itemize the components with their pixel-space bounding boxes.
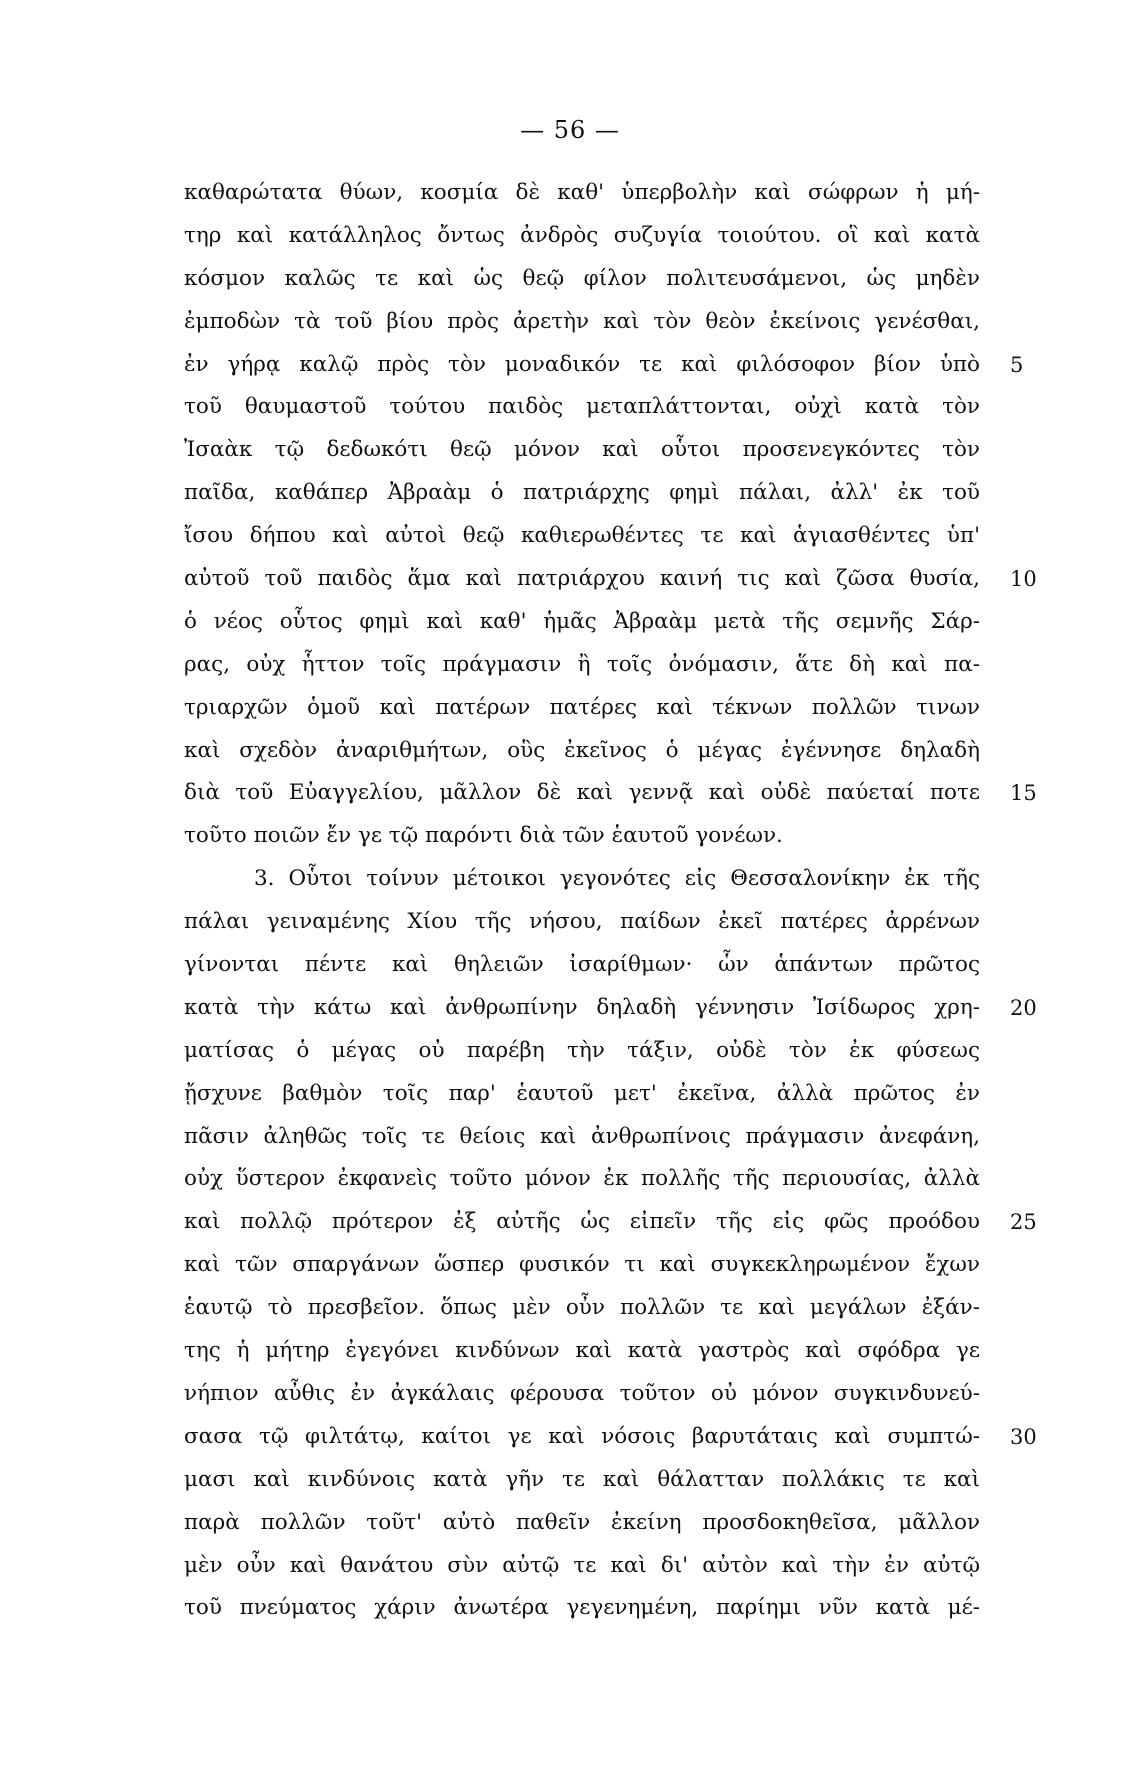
text-line [184,858,980,901]
line-text: τριαρχῶν ὁμοῦ καὶ πατέρων πατέρες καὶ τέκνων πολλῶν τινων [184,694,980,720]
line-text: καθαρώτατα θύων, κοσμία δὲ καθ' ὑπερβολὴν καὶ σώφρων ἡ μή- [184,180,980,205]
line-text: καὶ σχεδὸν ἀναριθμήτων, οὓς ἐκεῖνος ὁ μέγας ἐγέννησε δηλαδὴ [184,737,980,763]
line-text: κόσμον καλῶς τε καὶ ὡς θεῷ φίλον πολιτευσάμενοι, ὡς μηδὲν [184,265,980,291]
text-line [184,944,980,987]
text-line [184,730,980,773]
line-text: τηρ καὶ κατάλληλος ὄντως ἀνδρὸς συζυγία τοιούτου. οἳ καὶ κατὰ [184,222,980,248]
text-line [184,472,980,515]
text-line [184,772,1037,815]
line-text: ὁ νέος οὗτος φημὶ καὶ καθ' ἡμᾶς Ἀβραὰμ μετὰ τῆς σεμνῆς Σάρ- [184,608,980,634]
text-line [184,386,980,429]
line-text: 3. Οὗτοι τοίνυν μέτοικοι γεγονότες εἰς Θεσσαλονίκην ἐκ τῆς [254,866,980,892]
text-line [184,1073,980,1116]
text-line [184,1030,980,1073]
line-text: γίνονται πέντε καὶ θηλειῶν ἰσαρίθμων· ὧν ἁπάντων πρῶτος [184,952,980,978]
text-line [184,515,980,558]
text-line [184,1416,1037,1459]
line-text: της ἡ μήτηρ ἐγεγόνει κινδύνων καὶ κατὰ γαστρὸς καὶ σφόδρα γε [184,1338,980,1364]
text-line [184,429,980,472]
text-line [184,215,980,258]
line-text: Ἰσαὰκ τῷ δεδωκότι θεῷ μόνον καὶ οὗτοι προσενεγκόντες τὸν [184,437,980,463]
line-text: νήπιον αὖθις ἐν ἀγκάλαις φέρουσα τοῦτον οὐ μόνον συγκινδυνεύ- [184,1380,980,1406]
line-text: σασα τῷ φιλτάτῳ, καίτοι γε καὶ νόσοις βαρυτάταις καὶ συμπτώ- [184,1423,980,1449]
line-number: 10 [1010,567,1037,592]
text-line [184,1287,980,1330]
line-text: τοῦ πνεύματος χάριν ἀνωτέρα γεγενημένη, παρίημι νῦν κατὰ μέ- [184,1595,980,1621]
line-text: καὶ πολλῷ πρότερον ἐξ αὐτῆς ὡς εἰπεῖν τῆς εἰς φῶς προόδου [184,1209,980,1235]
line-text: τοῦτο ποιῶν ἔν γε τῷ παρόντι διὰ τῶν ἑαυτοῦ γονέων. [184,823,783,849]
line-text: τοῦ θαυμαστοῦ τούτου παιδὸς μεταπλάττονται, οὐχὶ κατὰ τὸν [184,394,980,420]
text-line [184,601,980,644]
line-text: ρας, οὐχ ἧττον τοῖς πράγμασιν ἢ τοῖς ὀνόμασιν, ἅτε δὴ καὶ πα- [184,651,980,677]
line-text: ἑαυτῷ τὸ πρεσβεῖον. ὅπως μὲν οὖν πολλῶν τε καὶ μεγάλων ἐξάν- [184,1295,980,1321]
text-line [184,1158,980,1201]
line-text: διὰ τοῦ Εὐαγγελίου, μᾶλλον δὲ καὶ γεννᾷ καὶ οὐδὲ παύεταί ποτε [184,780,980,806]
text-line [184,344,1024,387]
line-text: αὐτοῦ τοῦ παιδὸς ἅμα καὶ πατριάρχου καινή τις καὶ ζῶσα θυσία, [184,566,980,592]
text-line [184,1459,980,1502]
line-number: 30 [1010,1424,1037,1449]
line-text: μασι καὶ κινδύνοις κατὰ γῆν τε καὶ θάλατταν πολλάκις τε καὶ [184,1466,980,1492]
line-number: 20 [1010,995,1037,1020]
line-text: ματίσας ὁ μέγας οὐ παρέβη τὴν τάξιν, οὐδὲ τὸν ἐκ φύσεως [184,1037,980,1063]
line-text: παῖδα, καθάπερ Ἀβραὰμ ὁ πατριάρχης φημὶ πάλαι, ἀλλ' ἐκ τοῦ [184,480,980,506]
text-line [184,1116,980,1159]
text-line [184,1330,980,1373]
line-text: πάλαι γειναμένης Χίου τῆς νήσου, παίδων ἐκεῖ πατέρες ἀρρένων [184,909,980,935]
line-number: 15 [1010,781,1037,806]
text-line [184,901,980,944]
line-text: πᾶσιν ἀληθῶς τοῖς τε θείοις καὶ ἀνθρωπίνοις πράγμασιν ἀνεφάνη, [184,1123,980,1149]
text-line [184,1587,980,1630]
text-line [184,1373,980,1416]
line-text: οὐχ ὕστερον ἐκφανεὶς τοῦτο μόνον ἐκ πολλῆς τῆς περιουσίας, ἀλλὰ [184,1166,980,1192]
line-text: ἐν γήρᾳ καλῷ πρὸς τὸν μοναδικόν τε καὶ φιλόσοφον βίον ὑπὸ [184,351,980,377]
text-line [184,1545,980,1588]
text-line [184,258,980,301]
text-line [184,687,980,730]
line-text: παρὰ πολλῶν τοῦτ' αὐτὸ παθεῖν ἐκείνη προσδοκηθεῖσα, μᾶλλον [184,1509,980,1535]
text-line [184,1502,980,1545]
line-number: 5 [1010,352,1024,377]
text-line [184,1244,980,1287]
line-text: κατὰ τὴν κάτω καὶ ἀνθρωπίνην δηλαδὴ γέννησιν Ἰσίδωρος χρη- [184,994,980,1020]
body-text [184,172,1037,1630]
line-text: καὶ τῶν σπαργάνων ὥσπερ φυσικόν τι καὶ συγκεκληρωμένον ἔχων [184,1252,980,1278]
line-text: μὲν οὖν καὶ θανάτου σὺν αὐτῷ τε καὶ δι' αὐτὸν καὶ τὴν ἐν αὐτῷ [184,1552,980,1578]
text-line [184,987,1037,1030]
text-line [184,558,1037,601]
page-number: — 56 — [520,116,620,144]
line-text: ἴσου δήπου καὶ αὐτοὶ θεῷ καθιερωθέντες τε καὶ ἁγιασθέντες ὑπ' [184,523,980,549]
line-text: ᾔσχυνε βαθμὸν τοῖς παρ' ἑαυτοῦ μετ' ἐκεῖνα, ἀλλὰ πρῶτος ἐν [184,1080,980,1106]
text-line [184,1201,1037,1244]
text-line [184,644,980,687]
line-text: ἐμποδὼν τὰ τοῦ βίου πρὸς ἀρετὴν καὶ τὸν θεὸν ἐκείνοις γενέσθαι, [184,308,980,334]
text-line [184,815,980,858]
line-number: 25 [1010,1210,1037,1235]
text-line [184,172,980,215]
text-line [184,301,980,344]
